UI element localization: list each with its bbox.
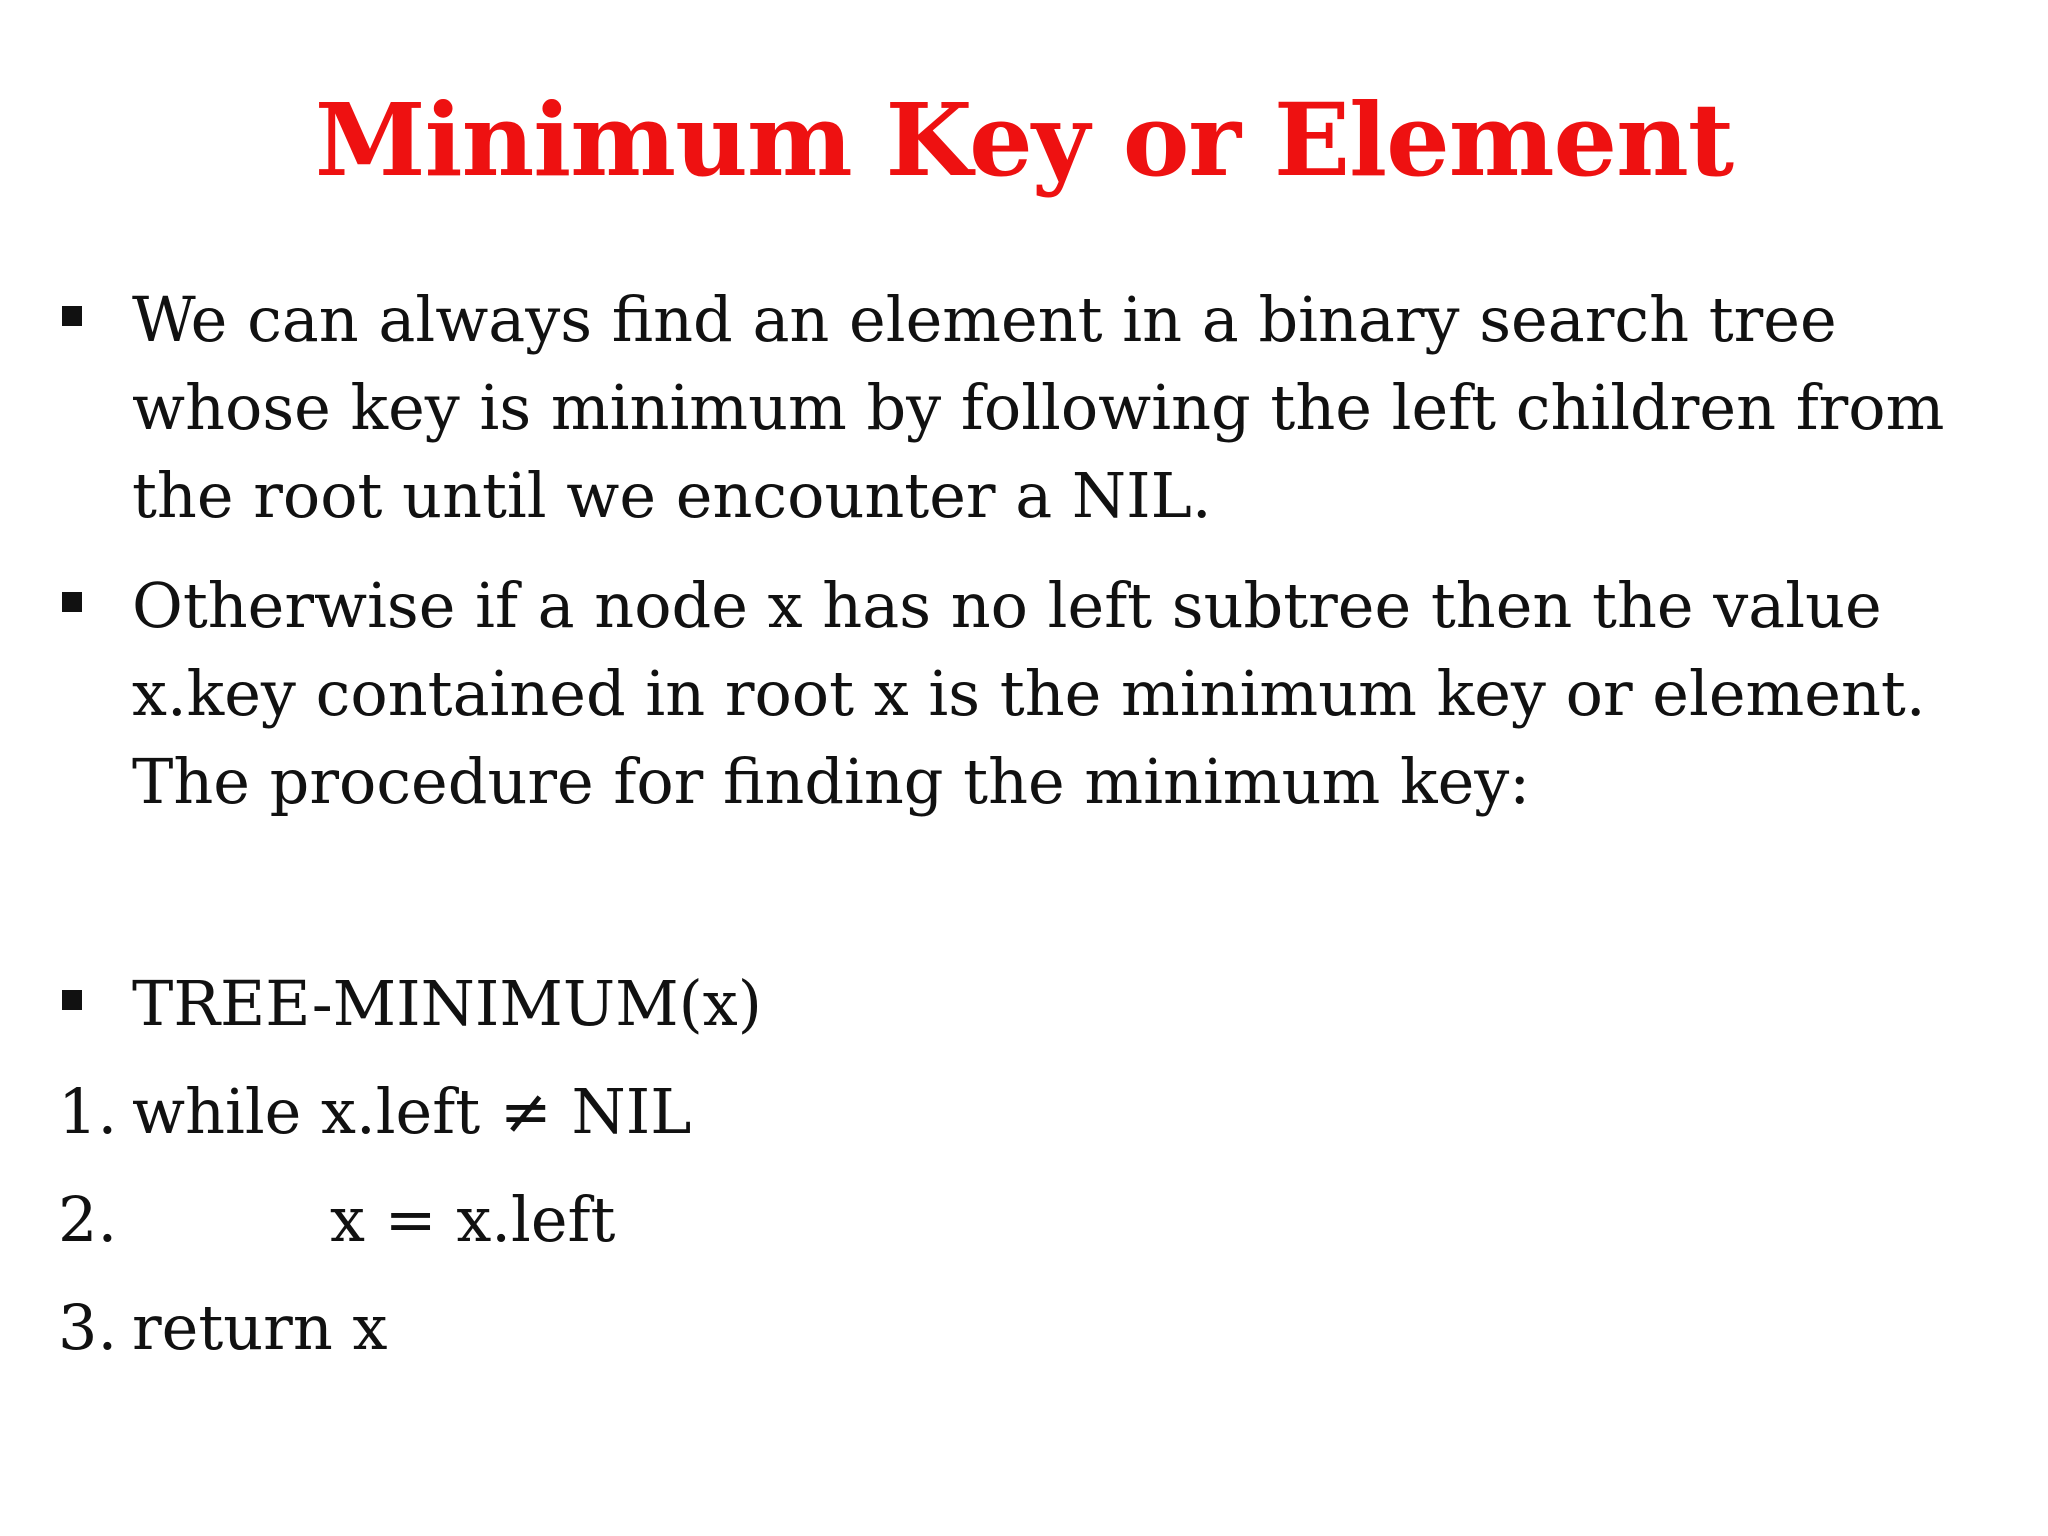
step-number: 1. [58,1075,118,1148]
procedure-step [58,1176,615,1264]
step-text: x = x.left [330,1183,616,1256]
step-text: while x.left ≠ NIL [132,1075,692,1148]
bullet-text [132,562,2012,826]
square-bullet-icon [62,592,82,612]
bullet-line: TREE-MINIMUM(x) [132,967,762,1040]
bullet-line: whose key is minimum by following the left children from [132,371,1945,444]
bullet-text [132,276,2012,540]
slide-title: Minimum Key or Element [314,81,1734,199]
bullet-line: Otherwise if a node x has no left subtree then the value [132,569,1882,642]
bullet-line: x.key contained in root x is the minimum key or element. [132,657,1926,730]
procedure-step [58,1284,387,1372]
step-number: 2. [58,1183,118,1256]
step-number: 3. [58,1291,118,1364]
square-bullet-icon [62,990,82,1010]
procedure-step [58,1068,691,1156]
bullet-text [132,960,2012,1048]
bullet-line: The procedure for finding the minimum key: [132,745,1531,818]
square-bullet-icon [62,306,82,326]
bullet-line: We can always find an element in a binary search tree [132,283,1837,356]
step-text: return x [132,1291,388,1364]
bullet-line: the root until we encounter a NIL. [132,459,1212,532]
